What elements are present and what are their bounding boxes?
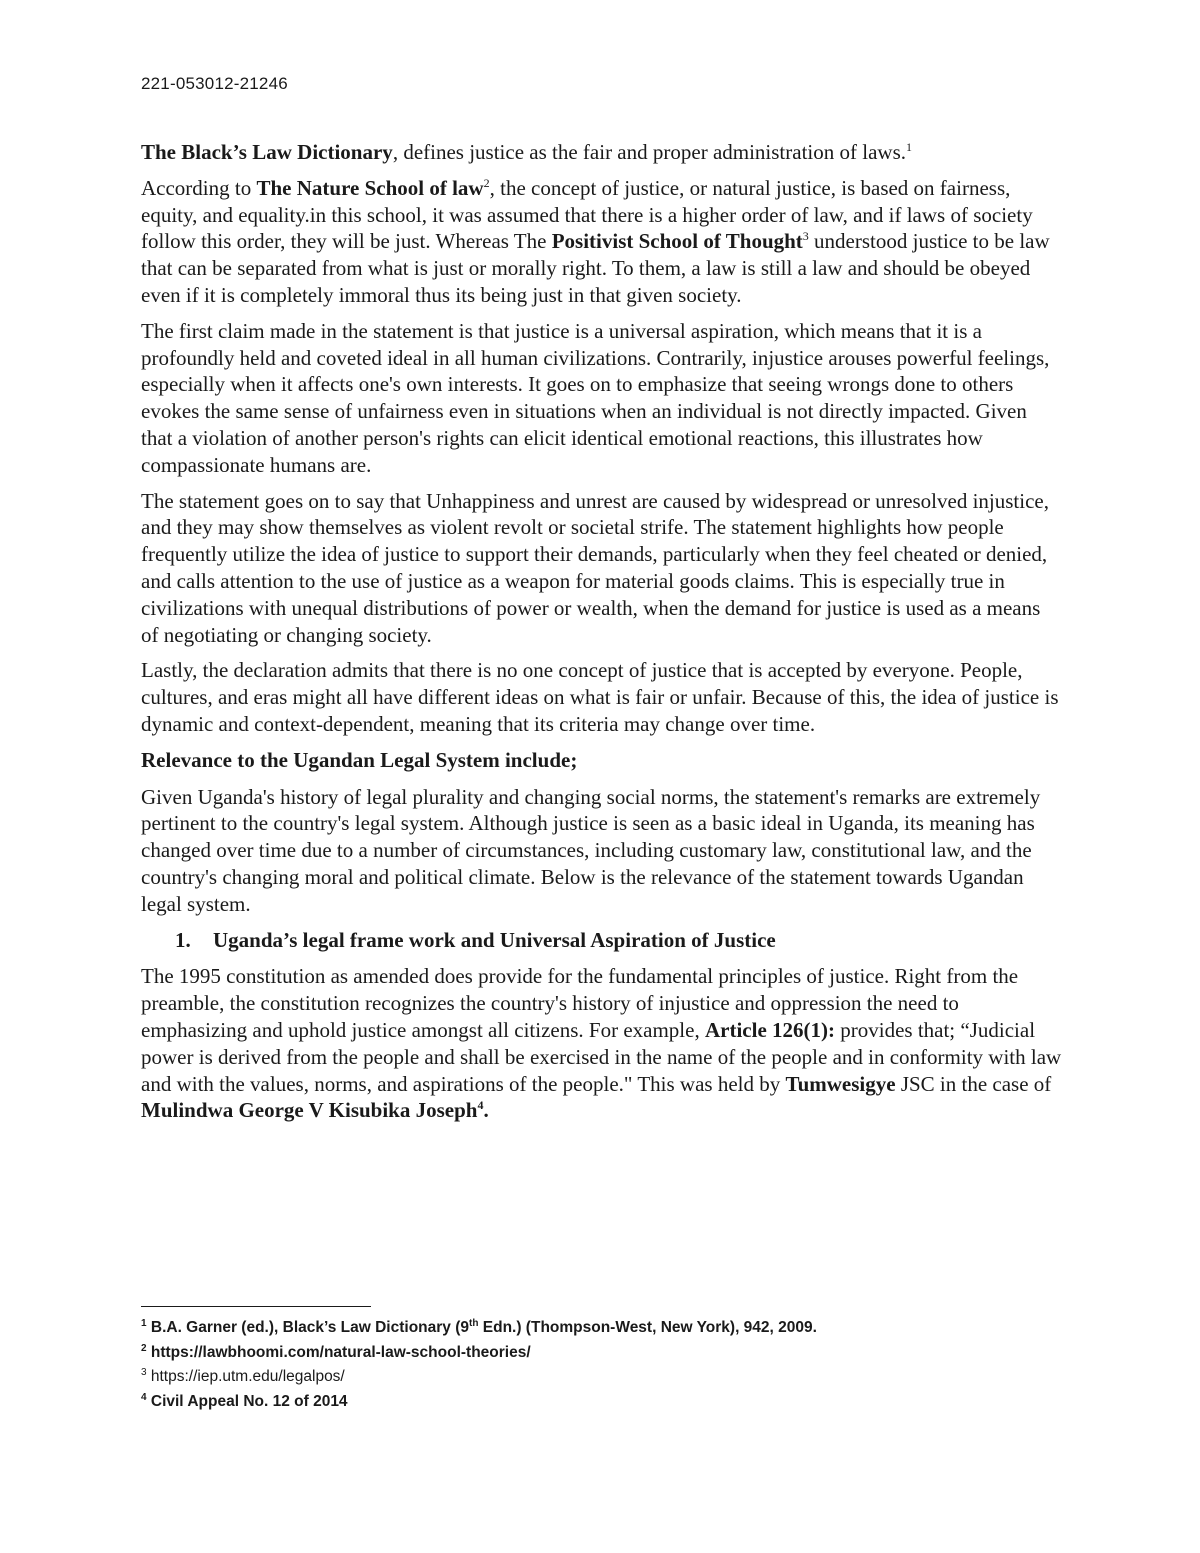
- term-case-name: Mulindwa George V Kisubika Joseph: [141, 1098, 478, 1123]
- paragraph-universal-aspiration: The first claim made in the statement is that justice is a universal aspiration, which means that it is a profoundly held and coveted ideal in all human civilizations. Contrarily, injustice arouses powerful feelings, especially when it affects one's own interests. It goes on to emphasize that seeing wrongs done to others evokes the same sense of unfairness even in situations when an individual is not directly impacted. Given that a violation of another person's rights can elicit identical emotional reactions, this illustrates how compassionate humans are.: [141, 318, 1050, 477]
- footnote-ref[interactable]: 4: [477, 1098, 484, 1113]
- section-heading-1: [141, 927, 1063, 954]
- footnote-text: Civil Appeal No. 12 of 2014: [146, 1392, 348, 1410]
- paragraph-relevance: Given Uganda's history of legal plurality and changing social norms, the statement's remarks are extremely pertinent to the country's legal system. Although justice is seen as a basic ideal in Uganda, its meaning has changed over time due to a number of circumstances, including customary law, constitutional law, and the country's changing moral and political climate. Below is the relevance of the statement towards Ugandan legal system.: [141, 784, 1041, 916]
- term-positivist-school: Positivist School of Thought: [551, 229, 803, 254]
- footnote-superscript: th: [469, 1318, 479, 1329]
- paragraph-text: provides that; “Judicial power is derived from the people and shall be exercised in the name of the people and in conformity with law and with the values, norms, and aspirations of the people." This was held by: [141, 1017, 1062, 1096]
- footnote-ref[interactable]: 3: [802, 229, 809, 244]
- footnote-1: [141, 1316, 1081, 1341]
- footnote-separator: [141, 1306, 371, 1307]
- paragraph-text: According to: [141, 175, 257, 200]
- paragraph-text: JSC in the case of: [895, 1071, 1052, 1096]
- footnote-link[interactable]: https://iep.utm.edu/legalpos/: [146, 1368, 345, 1385]
- paragraph-constitution: [141, 963, 1063, 1124]
- paragraph-schools-of-law: [141, 175, 1063, 309]
- paragraph-end-punct: .: [483, 1098, 489, 1123]
- paragraph-text: The 1995 constitution as amended does provide for the fundamental principles of justice. Right from the preamble, the constitution recognizes the country's history of injustice and oppression the need to emphasizing and uphold justice amongst all citizens. For example,: [141, 964, 1019, 1042]
- paragraph-definition: [141, 139, 1063, 166]
- footnote-4: [141, 1390, 1081, 1415]
- document-body: [141, 139, 1063, 1133]
- footnote-link[interactable]: https://lawbhoomi.com/natural-law-school-theories/: [146, 1343, 531, 1361]
- footnote-number: 4: [141, 1391, 147, 1403]
- footnote-number: 2: [141, 1342, 147, 1354]
- footnote-ref[interactable]: 2: [483, 175, 490, 190]
- section-number: 1.: [175, 927, 191, 952]
- paragraph-text: , defines justice as the fair and proper administration of laws.: [392, 140, 906, 164]
- term-nature-school: The Nature School of law: [256, 175, 484, 200]
- section-title: Uganda’s legal frame work and Universal Aspiration of Justice: [213, 927, 776, 952]
- footnote-2: [141, 1341, 1081, 1366]
- paragraph-no-single-concept: Lastly, the declaration admits that there is no one concept of justice that is accepted by everyone. People, cultures, and eras might all have different ideas on what is fair or unfair. Because of this, the idea of justice is dynamic and context-dependent, meaning that its criteria may change over time.: [141, 658, 1059, 736]
- document-id: 221-053012-21246: [141, 74, 288, 93]
- term-judge-name: Tumwesigye: [785, 1071, 896, 1096]
- term-blacks-law-dictionary: The Black’s Law Dictionary: [141, 140, 393, 164]
- relevance-heading: Relevance to the Ugandan Legal System include;: [141, 747, 578, 772]
- footnote-number: 3: [141, 1367, 147, 1378]
- term-article-126: Article 126(1):: [704, 1017, 835, 1042]
- paragraph-text: understood justice to be law that can be separated from what is just or morally right. To them, a law is still a law and should be obeyed even if it is completely immoral thus its being just in that given society.: [141, 229, 1050, 307]
- paragraph-text: , the concept of justice, or natural justice, is based on fairness, equity, and equality.in this school, it was assumed that there is a higher order of law, and if laws of society follow this order, they will be just. Whereas The: [141, 175, 1033, 254]
- footnote-text: Edn.) (Thompson-West, New York), 942, 2009.: [478, 1319, 817, 1336]
- footnotes: [141, 1316, 1081, 1414]
- footnote-ref[interactable]: 1: [906, 140, 912, 154]
- footnote-3: [141, 1365, 1081, 1390]
- footnote-text: B.A. Garner (ed.), Black’s Law Dictionary (9: [146, 1319, 469, 1336]
- footnote-number: 1: [141, 1318, 147, 1329]
- paragraph-unrest: The statement goes on to say that Unhappiness and unrest are caused by widespread or unresolved injustice, and they may show themselves as violent revolt or societal strife. The statement highlights how people frequently utilize the idea of justice to support their demands, particularly when they feel cheated or denied, and calls attention to the use of justice as a weapon for material goods claims. This is especially true in civilizations with unequal distributions of power or wealth, when the demand for justice is used as a means of negotiating or changing society.: [141, 488, 1049, 647]
